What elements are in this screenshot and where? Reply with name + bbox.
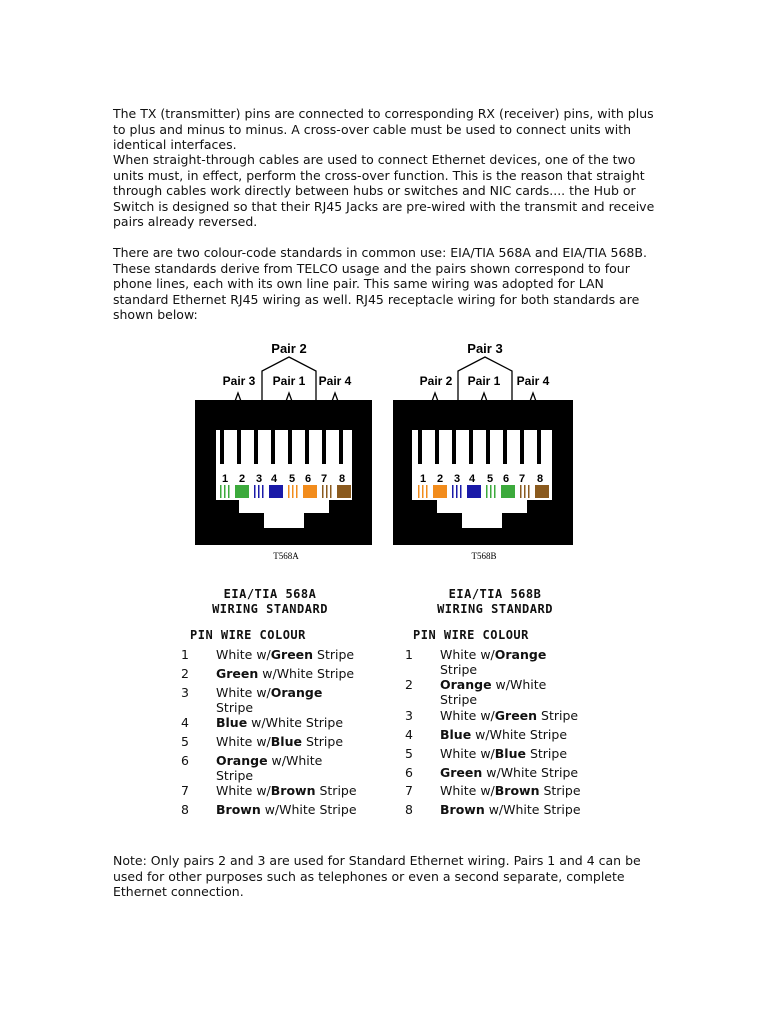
pin-number: 4 [270, 473, 278, 485]
pair-label-middle: Pair 1 [467, 374, 501, 388]
wire-stripe [254, 485, 256, 498]
pair-label-right: Pair 4 [318, 374, 352, 388]
column-header: PIN WIRE COLOUR [413, 628, 529, 642]
standard-568a-title [155, 587, 385, 617]
wire-color-strip [416, 485, 549, 498]
paragraph-note: Note: Only pairs 2 and 3 are used for Standard Ethernet wiring. Pairs 1 and 4 can be used for other purposes such as telephones or even a second separate, complete Ethernet connection. [113, 853, 641, 899]
pin-number: 7 [181, 783, 189, 798]
paragraph-tx-rx: The TX (transmitter) pins are connected to corresponding RX (receiver) pins, with plus to plus and minus to minus. A cross-over cable must be used to connect units with identical interfaces. [113, 106, 654, 152]
pin-number: 3 [181, 685, 189, 700]
wire-stripe [220, 485, 222, 498]
wire-stripe [460, 485, 462, 498]
pin-number: 4 [468, 473, 476, 485]
standard-title-line1: EIA/TIA 568B [448, 587, 542, 601]
wire-stripe [528, 485, 530, 498]
pin-number: 5 [288, 473, 296, 485]
pin-number: 2 [181, 666, 189, 681]
top-pair-label: Pair 2 [271, 341, 307, 356]
standard-title-line1: EIA/TIA 568A [223, 587, 317, 601]
wire-stripe [326, 485, 328, 498]
pin-number: 8 [405, 802, 413, 817]
wire-colour: White w/Blue Stripe [440, 746, 568, 761]
pin-numbers [420, 473, 543, 485]
pin-number: 7 [320, 473, 328, 485]
pin-number: 3 [255, 473, 263, 485]
wire-swatch [337, 485, 351, 498]
standard-title-line2: WIRING STANDARD [212, 602, 328, 616]
wire-stripe [494, 485, 496, 498]
wire-colour: Blue w/White Stripe [216, 715, 344, 730]
wire-stripe [524, 485, 526, 498]
wire-colour: White w/Blue Stripe [216, 734, 344, 749]
wire-colour: White w/Brown Stripe [216, 783, 357, 798]
pin-number: 3 [405, 708, 413, 723]
paragraph-straight-through: When straight-through cables are used to connect Ethernet devices, one of the two units must, in effect, perform the cross-over function. This is the reason that straight through cables work directly between hubs or switches and NIC cards.... the Hub or Switch is designed so that their RJ45 Jacks are pre-wired with the transmit and receive pairs already reversed. [113, 152, 655, 229]
wire-stripe [418, 485, 420, 498]
wire-stripe [322, 485, 324, 498]
pin-number: 7 [405, 783, 413, 798]
pin-number: 6 [181, 753, 189, 768]
wire-stripe [422, 485, 424, 498]
wire-colour: Green w/White Stripe [216, 666, 355, 681]
wire-stripe [426, 485, 428, 498]
pin-numbers [222, 473, 345, 485]
wire-stripe [224, 485, 226, 498]
pair-label-middle: Pair 1 [272, 374, 306, 388]
wire-colour: White w/Orange Stripe [216, 685, 323, 715]
pin-number: 7 [518, 473, 526, 485]
wire-stripe [520, 485, 522, 498]
standard-568b-title [380, 587, 610, 617]
wire-colour: Orange w/White Stripe [216, 753, 323, 783]
pin-number: 5 [405, 746, 413, 761]
wire-swatch [467, 485, 481, 498]
pin-number: 3 [453, 473, 461, 485]
pin-number: 6 [502, 473, 510, 485]
pin-number: 8 [338, 473, 346, 485]
wire-colour: White w/Green Stripe [216, 647, 355, 662]
wire-stripe [330, 485, 332, 498]
wire-stripe [296, 485, 298, 498]
pair-label-left: Pair 3 [222, 374, 256, 388]
pair-label-right: Pair 4 [516, 374, 550, 388]
top-pair-label: Pair 3 [467, 341, 503, 356]
column-header: PIN WIRE COLOUR [190, 628, 306, 642]
rj45-diagram-568b [392, 335, 582, 565]
wire-stripe [490, 485, 492, 498]
pin-number: 8 [181, 802, 189, 817]
wire-stripe [262, 485, 264, 498]
diagram-caption: T568B [471, 551, 497, 561]
pin-number: 2 [238, 473, 246, 485]
wire-swatch [433, 485, 447, 498]
pin-number: 1 [181, 647, 189, 662]
wire-stripe [288, 485, 290, 498]
diagram-caption: T568A [273, 551, 299, 561]
wire-stripe [258, 485, 260, 498]
pin-number: 8 [536, 473, 544, 485]
wire-colour: Brown w/White Stripe [216, 802, 357, 817]
pin-number: 2 [405, 677, 413, 692]
standard-title-line2: WIRING STANDARD [437, 602, 553, 616]
wire-colour: White w/Green Stripe [440, 708, 579, 723]
wire-swatch [501, 485, 515, 498]
pin-number: 6 [304, 473, 312, 485]
pin-number: 5 [181, 734, 189, 749]
pin-number: 1 [405, 647, 413, 662]
pin-number: 2 [436, 473, 444, 485]
wire-colour: Blue w/White Stripe [440, 727, 568, 742]
wire-stripe [456, 485, 458, 498]
pair-label-left: Pair 2 [419, 374, 453, 388]
wire-colour: White w/Orange Stripe [440, 647, 547, 677]
pin-contacts [220, 430, 343, 464]
wire-swatch [269, 485, 283, 498]
wire-stripe [228, 485, 230, 498]
pin-number: 4 [405, 727, 413, 742]
wire-color-strip [218, 485, 351, 498]
pin-number: 1 [419, 473, 427, 485]
pin-number: 6 [405, 765, 413, 780]
wire-swatch [303, 485, 317, 498]
wire-colour: Green w/White Stripe [440, 765, 579, 780]
pin-number: 4 [181, 715, 189, 730]
wire-stripe [292, 485, 294, 498]
pin-contacts [418, 430, 541, 464]
wire-swatch [535, 485, 549, 498]
wire-colour: Orange w/White Stripe [440, 677, 547, 707]
wire-swatch [235, 485, 249, 498]
wire-stripe [486, 485, 488, 498]
pin-number: 5 [486, 473, 494, 485]
paragraph-colour-standards: There are two colour-code standards in common use: EIA/TIA 568A and EIA/TIA 568B. These standards derive from TELCO usage and the pairs shown correspond to four phone lines, each with its own line pair. This same wiring was adopted for LAN standard Ethernet RJ45 wiring as well. RJ45 receptacle wiring for both standards are shown below: [113, 245, 647, 322]
wire-stripe [452, 485, 454, 498]
wire-colour: Brown w/White Stripe [440, 802, 581, 817]
wire-colour: White w/Brown Stripe [440, 783, 581, 798]
pin-number: 1 [221, 473, 229, 485]
rj45-diagram-568a [194, 335, 384, 565]
